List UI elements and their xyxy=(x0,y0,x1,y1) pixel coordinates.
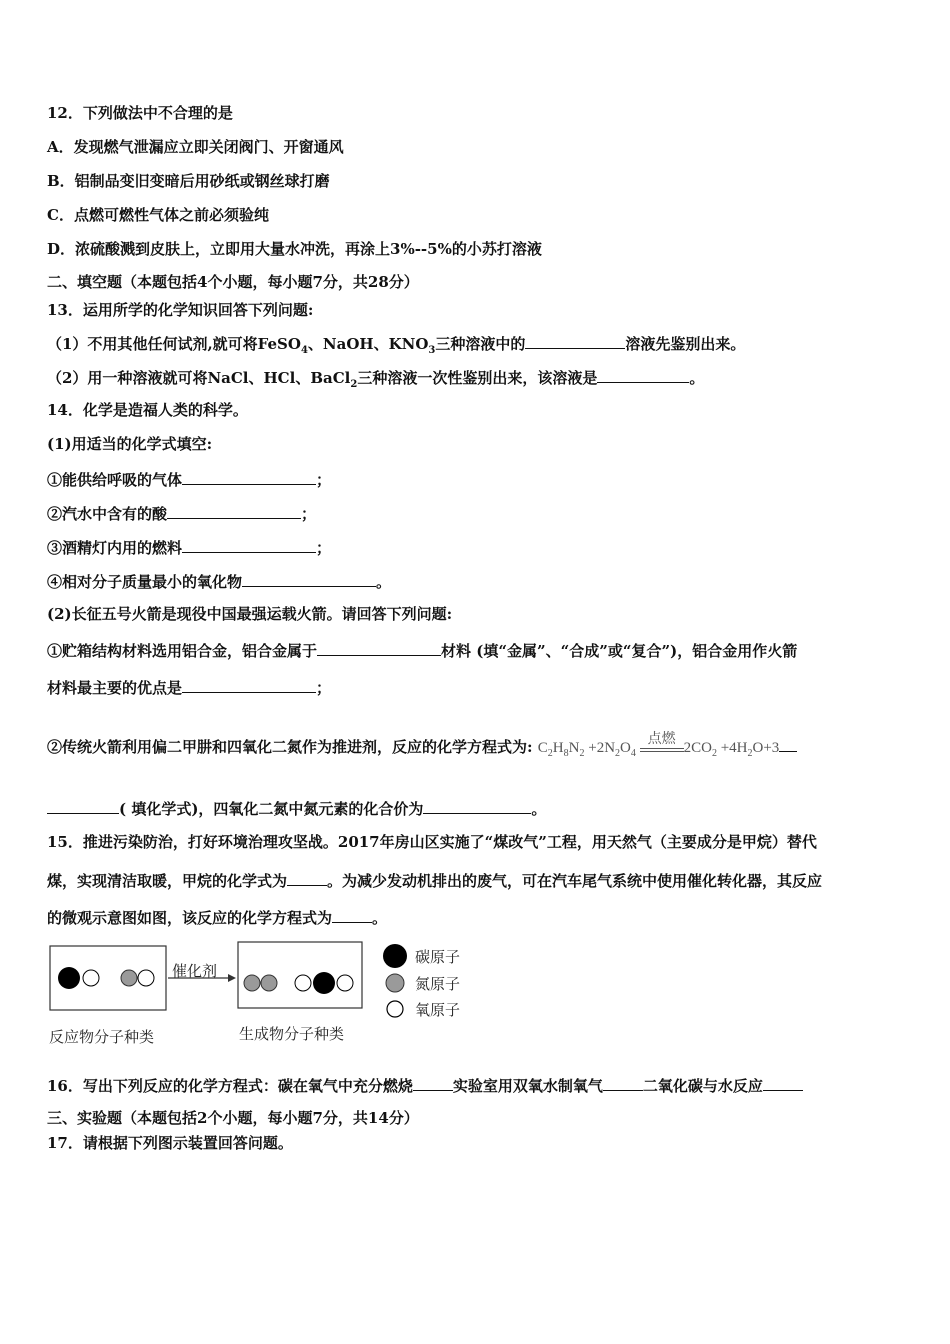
q12-option-c: C．点燃可燃性气体之前必须验纯 xyxy=(47,206,269,224)
q15-line-3: 的微观示意图如图，该反应的化学方程式为 。 xyxy=(47,909,388,927)
q13-stem: 13．运用所学的化学知识回答下列问题: xyxy=(47,301,314,319)
answer-blank[interactable] xyxy=(317,640,441,656)
q12-option-a: A．发现燃气泄漏应立即关闭阀门、开窗通风 xyxy=(47,138,344,156)
q16: 16．写出下列反应的化学方程式：碳在氧气中充分燃烧 实验室用双氧水制氧气 二氧化碳与水反应 xyxy=(47,1075,803,1095)
q14-part-2: (2)长征五号火箭是现役中国最强运载火箭。请回答下列问题: xyxy=(47,605,453,623)
answer-blank[interactable] xyxy=(597,367,689,383)
carbon-atom xyxy=(58,967,80,989)
answer-blank[interactable] xyxy=(182,537,316,553)
carbon-atom xyxy=(313,972,335,994)
legend-nitrogen-label: 氮原子 xyxy=(415,975,461,993)
answer-blank[interactable] xyxy=(287,870,327,886)
q12-option-d: D．浓硫酸溅到皮肤上，立即用大量水冲洗，再涂上3%--5%的小苏打溶液 xyxy=(47,240,542,258)
q14-item-4: ④相对分子质量最小的氧化物 。 xyxy=(47,573,392,591)
answer-blank[interactable] xyxy=(413,1075,453,1091)
q12-option-b: B．铝制品变旧变暗后用砂纸或钢丝球打磨 xyxy=(47,172,330,190)
q13-part-1: （1）不用其他任何试剂,就可将FeSO$_4$、NaOH、$KNO_3$三种溶液中的 溶液先鉴别出来。 xyxy=(47,335,746,356)
nitrogen-atom xyxy=(261,975,277,991)
q14-r2-line1: ②传统火箭利用偏二甲肼和四氧化二氮作为推进剂，反应的化学方程式为: $C_2H_8N_2 +2N_2O_4$ 点燃 $2CO_2 +4H_2O+3$ xyxy=(47,736,797,763)
answer-blank[interactable] xyxy=(47,798,119,814)
answer-blank[interactable] xyxy=(182,677,316,693)
answer-blank[interactable] xyxy=(603,1075,643,1091)
q14-r2-line2: ( 填化学式)，四氧化二氮中氮元素的化合价为 。 xyxy=(47,798,546,818)
q15-line-2: 煤，实现清洁取暖，甲烷的化学式为 。为减少发动机排出的废气，可在汽车尾气系统中使用催化转化器，其反应 xyxy=(47,872,823,890)
q14-stem: 14．化学是造福人类的科学。 xyxy=(47,401,248,419)
products-label: 生成物分子种类 xyxy=(239,1025,345,1043)
q14-item-3: ③酒精灯内用的燃料 ； xyxy=(47,539,332,557)
oxygen-atom xyxy=(138,970,154,986)
answer-blank[interactable] xyxy=(525,333,625,349)
answer-blank[interactable] xyxy=(182,469,316,485)
legend-carbon-atom xyxy=(383,944,407,968)
q14-r1-line2: 材料最主要的优点是 ； xyxy=(47,679,332,697)
answer-blank[interactable] xyxy=(763,1075,803,1091)
nitrogen-atom xyxy=(244,975,260,991)
q14-part-1: (1)用适当的化学式填空: xyxy=(47,435,213,453)
legend-oxygen-label: 氧原子 xyxy=(415,1001,461,1019)
q14-r1-line1: ①贮箱结构材料选用铝合金，铝合金属于 材料 (填“金属”、“合成”或“复合”)，铝合金用作火箭 xyxy=(47,642,798,660)
legend-nitrogen-atom xyxy=(386,974,404,992)
legend-carbon-label: 碳原子 xyxy=(415,948,461,966)
q15-line-1: 15．推进污染防治，打好环境治理攻坚战。2017年房山区实施了“煤改气”工程，用天然气（主要成分是甲烷）替代 xyxy=(47,833,817,851)
legend-oxygen-atom xyxy=(387,1001,403,1017)
chemical-equation: $C_2H_8N_2 +2N_2O_4$ 点燃 $2CO_2 +4H_2O+3$ xyxy=(537,731,780,759)
answer-blank[interactable] xyxy=(779,736,797,752)
q12-stem: 12．下列做法中不合理的是 xyxy=(47,104,233,122)
q14-item-1: ①能供给呼吸的气体 ； xyxy=(47,471,332,489)
oxygen-atom xyxy=(83,970,99,986)
reaction-arrow-head xyxy=(228,974,236,982)
reactants-label: 反应物分子种类 xyxy=(49,1028,155,1046)
answer-blank[interactable] xyxy=(242,571,376,587)
answer-blank[interactable] xyxy=(332,907,372,923)
oxygen-atom xyxy=(337,975,353,991)
nitrogen-atom xyxy=(121,970,137,986)
q17-stem: 17．请根据下列图示装置回答问题。 xyxy=(47,1134,293,1152)
oxygen-atom xyxy=(295,975,311,991)
catalyst-label: 催化剂 xyxy=(172,962,218,980)
section-3-heading: 三、实验题（本题包括2个小题，每小题7分，共14分） xyxy=(47,1109,419,1127)
section-2-heading: 二、填空题（本题包括4个小题，每小题7分，共28分） xyxy=(47,273,419,291)
reaction-diagram xyxy=(47,938,487,1050)
q14-item-2: ②汽水中含有的酸 ； xyxy=(47,505,317,523)
answer-blank[interactable] xyxy=(167,503,301,519)
q13-part-2: （2）用一种溶液就可将NaCl、HCl、BaCl$_2$三种溶液一次性鉴别出来，该溶液是 。 xyxy=(47,369,705,390)
answer-blank[interactable] xyxy=(423,798,531,814)
